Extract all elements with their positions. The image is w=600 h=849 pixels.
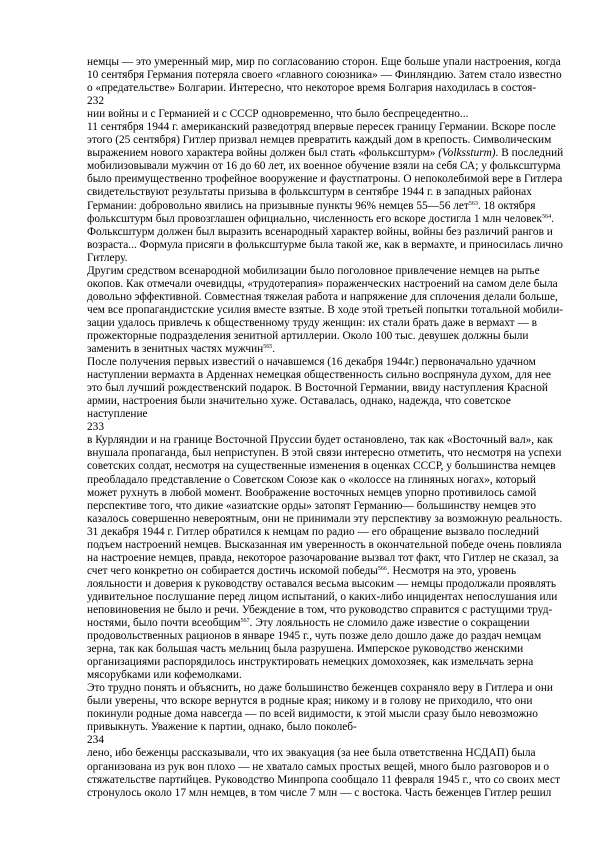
text-run: это был лучший рождественский подарок. В Восточной Германии, ввиду наступления Красной <box>87 382 548 395</box>
text-run: фольксштурм был провозглашен официально, численность его вскоре достигла 1 млн человек <box>87 212 543 225</box>
text-line <box>87 591 565 604</box>
text-run: лояльности и доверия к руководству оставался весьма высоким — немцы продолжали проявлять <box>87 577 557 590</box>
text-run: прожекторные подразделения зенитной артиллерии. Около 100 тыс. девушек должны были <box>87 329 529 342</box>
text-line <box>87 747 565 760</box>
text-line <box>87 656 565 669</box>
text-run: мобилизовывали мужчин от 16 до 60 лет, их военное обучение взяли на себя СА; у фольксштурма <box>87 160 561 173</box>
text-run: . 18 октября <box>477 199 536 212</box>
text-run: были уверены, что вскоре вернутся в родные края; никому и в голову не приходило, что они <box>87 695 533 708</box>
text-line <box>87 565 565 578</box>
text-line <box>87 252 565 265</box>
text-line <box>87 487 565 500</box>
text-line <box>87 317 565 330</box>
text-run: ностями, было почти всеобщим <box>87 617 241 630</box>
text-line <box>87 134 565 147</box>
text-line <box>87 513 565 526</box>
text-line <box>87 552 565 565</box>
text-line <box>87 226 565 239</box>
text-line <box>87 539 565 552</box>
text-line <box>87 304 565 317</box>
text-line <box>87 265 565 278</box>
text-run: стронулось около 17 млн немцев, в том числе 7 млн — с востока. Часть беженцев Гитлер решил <box>87 786 552 799</box>
text-run: 232 <box>87 95 105 108</box>
text-run: Фольксштурм должен был выразить всенародный характер войны, войны без различий рангов и <box>87 225 553 238</box>
text-line <box>87 434 565 447</box>
footnote-ref: 565 <box>263 344 273 351</box>
footnote-ref: 567 <box>240 618 250 625</box>
text-line <box>87 721 565 734</box>
text-run: продовольственных рационов в январе 1945 г., чуть позже дело дошло даже до раздач немцам <box>87 630 542 643</box>
text-line <box>87 408 565 421</box>
text-line <box>87 69 565 82</box>
text-line <box>87 630 565 643</box>
text-run: счет чего конкретно он собирается достичь искомой победы <box>87 564 378 577</box>
text-run: возраста... Формула присяги в фольксштурме была такой же, как в вермахте, и приносилась лично <box>87 238 563 251</box>
text-line <box>87 147 565 160</box>
text-line <box>87 82 565 95</box>
footnote-ref: 566 <box>377 565 387 572</box>
text-line <box>87 239 565 252</box>
text-run: нии войны и с Германией и с СССР одновременно, что было беспрецедентно... <box>87 108 469 121</box>
text-run: внушала пропаганда, был неприступен. В этой связи интересно отметить, что несмотря на успехи <box>87 447 562 460</box>
text-line <box>87 56 565 69</box>
text-line <box>87 578 565 591</box>
text-run: лено, ибо беженцы рассказывали, что их эвакуация (за нее была ответственна НСДАП) была <box>87 747 536 760</box>
text-run: окопов. Как отмечали очевидцы, «трудотерапия» пораженческих настроений на самом деле была <box>87 277 558 290</box>
text-line <box>87 278 565 291</box>
text-run: советских солдат, несмотря на существенные изменения в оценках СССР, у большинства немцев <box>87 460 556 473</box>
text-run: свидетельствуют результаты призыва в фольксштурм в сентябре 1944 г. в западных районах <box>87 186 532 199</box>
text-line <box>87 669 565 682</box>
text-line <box>87 382 565 395</box>
text-run: преобладало представление о Советском Союзе как о «колоссе на глиняных ногах», который <box>87 473 536 486</box>
text-line <box>87 213 565 226</box>
text-line <box>87 395 565 408</box>
text-run: этого (25 сентября) Гитлер призвал немцев превратить каждый дом в крепость. Символическим <box>87 134 552 147</box>
text-run: о «предательстве» Болгарии. Интересно, что некоторое время Болгария находилась в состоя- <box>87 82 537 95</box>
text-run: армии, настроения были значительно хуже. Оставалась, однако, надежда, что советское <box>87 395 511 408</box>
text-line <box>87 186 565 199</box>
text-run: мясорубками или кофемолками. <box>87 669 242 682</box>
text-line <box>87 787 565 800</box>
text-line <box>87 761 565 774</box>
text-line <box>87 643 565 656</box>
text-line <box>87 330 565 343</box>
text-run: чем все пропагандистские усилия вместе взятые. В ходе этой третьей попытки тотальной мобили- <box>87 303 564 316</box>
text-run: перспективе того, что дикие «азиатские орды» затопят Германию— большинству немцев это <box>87 499 537 512</box>
text-run: заменить в зенитных частях мужчин <box>87 343 264 356</box>
page-number <box>87 95 565 108</box>
text-line <box>87 173 565 186</box>
text-run: наступлении вермахта в Арденнах немецкая общественность сильно воспрянула духом, для нее <box>87 369 552 382</box>
text-run: неповиновения не было и речи. Убеждение в том, что руководство справится с растущими труд- <box>87 603 553 616</box>
text-run: 10 сентября Германия потеряла своего «главного союзника» — Финляндию. Затем стало известно <box>87 69 562 82</box>
text-run: немцы — это умеренный мир, мир по согласованию сторон. Еще больше упали настроения, когда <box>87 56 561 68</box>
text-run: Это трудно понять и объяснить, но даже большинство беженцев сохраняло веру в Гитлера и они <box>87 682 553 695</box>
text-line <box>87 774 565 787</box>
text-line <box>87 291 565 304</box>
text-run: организациями распорядилось инструктировать немецких домохозяек, как измельчать зерна <box>87 656 534 669</box>
text-run: стяжательстве партийцев. Руководство Минпропа сообщало 11 февраля 1945 г., что со своих мест <box>87 773 561 786</box>
text-line <box>87 526 565 539</box>
text-line <box>87 474 565 487</box>
text-run: в Курляндии и на границе Восточной Пруссии будет остановлено, так как «Восточный вал», как <box>87 434 553 447</box>
text-run: наступление <box>87 408 148 421</box>
text-run: удивительное послушание перед лицом испытаний, о каких-либо инцидентах непослушания или <box>87 590 558 603</box>
text-run: на настроение немцев, правда, некоторое разочарование вызвал тот факт, что Гитлер не сказал, за <box>87 551 559 564</box>
text-line <box>87 343 565 356</box>
text-run: организована из рук вон плохо — не хватало самых простых вещей, много было разговоров и о <box>87 760 550 773</box>
text-run: . Несмотря на это, уровень <box>386 564 517 577</box>
text-run: 234 <box>87 734 105 747</box>
text-run: 233 <box>87 421 105 434</box>
text-line <box>87 108 565 121</box>
text-line <box>87 604 565 617</box>
italic-term: (Volkssturm). <box>438 147 499 160</box>
text-run: Другим средством всенародной мобилизации было поголовное привлечение немцев на рытье <box>87 264 540 277</box>
text-run: зации удалось привлечь к общественному труду женщин: их стали брать даже в вермахт — в <box>87 316 537 329</box>
text-line <box>87 500 565 513</box>
document-page <box>87 56 565 800</box>
text-run: . Эту лояльность не сломило даже известие о сокращении <box>249 617 530 630</box>
text-line <box>87 121 565 134</box>
text-run: довольно эффективной. Совместная тяжелая работа и напряжение для сплочения делали больше, <box>87 290 558 303</box>
text-line <box>87 617 565 630</box>
text-line <box>87 200 565 213</box>
text-line <box>87 682 565 695</box>
text-line <box>87 460 565 473</box>
text-line <box>87 708 565 721</box>
page-number <box>87 421 565 434</box>
text-run: В последний <box>498 147 564 160</box>
text-run: может рухнуть в любой момент. Воображение восточных немцев упорно противилось самой <box>87 486 537 499</box>
text-run: 11 сентября 1944 г. американский разведотряд впервые пересек границу Германии. Вскоре после <box>87 121 556 134</box>
text-run: подъем настроений немцев. Высказанная им уверенность в окончательной победе очень повлияла <box>87 538 562 551</box>
text-run: После получения первых известий о начавшемся (16 декабря 1944г.) первоначально удачном <box>87 356 536 369</box>
text-line <box>87 356 565 369</box>
text-run: зерна, так как большая часть мельниц была разрушена. Имперское руководство женскими <box>87 643 524 656</box>
text-run: Гитлеру. <box>87 251 128 264</box>
text-line <box>87 447 565 460</box>
text-run: . <box>272 343 276 356</box>
text-run: 31 декабря 1944 г. Гитлер обратился к немцам по радио — его обращение вызвало последний <box>87 525 540 538</box>
text-line <box>87 160 565 173</box>
footnote-ref: 564 <box>542 213 552 220</box>
text-run: казалось совершенно невероятным, они не принимали эту перспективу за возможную реальность. <box>87 512 563 525</box>
text-run: было преимущественно трофейное вооружение и фаустпатроны. О непоколебимой вере в Гитлера <box>87 173 563 186</box>
text-run: . <box>551 212 554 225</box>
text-run: покинули родные дома навсегда — по всей видимости, к этой мысли сразу было невозможно <box>87 708 538 721</box>
page-number <box>87 734 565 747</box>
text-run: выражением нового характера войны должен был стать «фольксштурм» <box>87 147 439 160</box>
text-line <box>87 695 565 708</box>
text-run: привыкнуть. Уважение к партии, однако, было поколеб- <box>87 721 357 734</box>
footnote-ref: 563 <box>468 200 478 207</box>
text-run: Германии: добровольно явились на призывные пункты 96% немцев 55—56 лет <box>87 199 469 212</box>
text-line <box>87 369 565 382</box>
